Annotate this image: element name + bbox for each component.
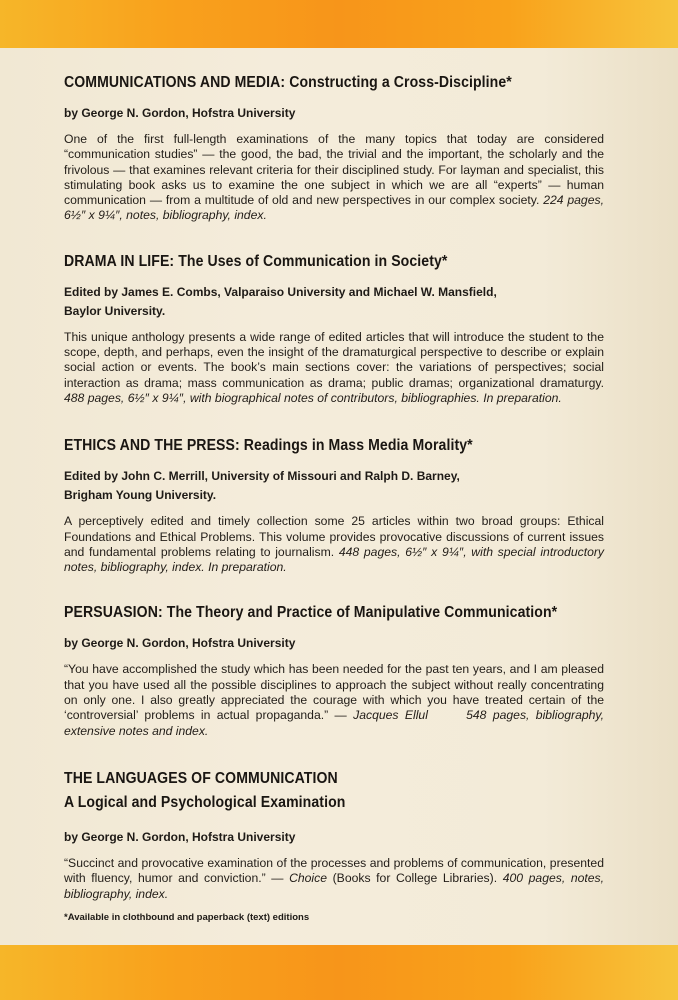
book-byline: by George N. Gordon, Hofstra University bbox=[64, 106, 296, 120]
description-text: A perceptively edited and timely collection some 25 articles within two broad groups: Ethical Foundations and Ethical Problems. This volume provides provocative discussions of current issues and fundamental problems relating to journalism. bbox=[64, 514, 604, 559]
book-description bbox=[64, 662, 604, 738]
book-title: ETHICS AND THE PRESS: Readings in Mass Media Morality* bbox=[64, 437, 473, 455]
book-title: COMMUNICATIONS AND MEDIA: Constructing a Cross-Discipline* bbox=[64, 74, 512, 91]
book-entry-drama-in-life bbox=[64, 252, 604, 406]
book-description bbox=[64, 330, 604, 406]
book-entry-ethics-and-the-press bbox=[64, 436, 604, 575]
quote-source: Choice bbox=[289, 871, 328, 886]
book-title: PERSUASION: The Theory and Practice of Manipulative Communication* bbox=[64, 604, 558, 622]
book-description bbox=[64, 856, 604, 902]
description-text: “You have accomplished the study which has been needed for the past ten years, and I am pleased that you have used all the possible disciplines to approach the subject without really concentrating on only one. I also greatly appreciated the courage with which you have treated certain of the ‘controversial’ problems in actual propaganda.” — bbox=[64, 662, 604, 723]
book-byline: by George N. Gordon, Hofstra University bbox=[64, 829, 296, 844]
book-details: 224 pages, 6½″ x 9¼″, notes, bibliography, index. bbox=[64, 193, 604, 223]
quote-source: Jacques Ellul bbox=[353, 708, 428, 723]
book-entry-communications-and-media bbox=[64, 73, 604, 224]
book-byline: by George N. Gordon, Hofstra University bbox=[64, 636, 296, 651]
book-subtitle: A Logical and Psychological Examination bbox=[64, 793, 346, 811]
book-details: 548 pages, bibliography, extensive notes and index. bbox=[64, 708, 604, 738]
bottom-orange-band bbox=[0, 945, 678, 1000]
book-byline bbox=[64, 467, 604, 505]
availability-footnote: *Available in clothbound and paperback (text) editions bbox=[64, 911, 310, 923]
book-entry-languages-of-communication bbox=[64, 769, 604, 902]
book-title: DRAMA IN LIFE: The Uses of Communication in Society* bbox=[64, 252, 448, 270]
book-entry-persuasion bbox=[64, 603, 604, 738]
byline-line-1: Edited by John C. Merrill, University of Missouri and Ralph D. Barney, bbox=[64, 469, 460, 484]
description-text: “Succinct and provocative examination of the processes and problems of communication, presented with fluency, humor and conviction.” — bbox=[64, 855, 604, 886]
book-description bbox=[64, 514, 604, 575]
book-title: THE LANGUAGES OF COMMUNICATION bbox=[64, 769, 338, 787]
source-detail: (Books for College Libraries). bbox=[332, 871, 498, 886]
description-text: One of the first full-length examinations of the many topics that today are considered “communication studies” — the good, the bad, the trivial and the important, the scholarly and the frivolous — that examines relevant criteria for their disciplined study. For layman and specialist, this stimulating book asks us to examine the one subject in which we are all “experts” — human communication — from a multitude of old and new perspectives in our complex society. bbox=[64, 132, 604, 208]
byline-line-1: Edited by James E. Combs, Valparaiso University and Michael W. Mansfield, bbox=[64, 284, 497, 299]
book-description bbox=[64, 132, 604, 224]
book-details: 448 pages, 6½″ x 9¼″, with special introductory notes, bibliography, index. In preparation. bbox=[64, 544, 605, 575]
description-text: This unique anthology presents a wide range of edited articles that will introduce the student to the scope, depth, and perhaps, even the insight of the dramaturgical perspective to describe or explain social action or events. The book’s main sections cover: the variations of perspectives; social interaction as drama; mass communication as drama; public dramas; organizational dramaturgy. bbox=[64, 329, 604, 390]
top-orange-band bbox=[0, 0, 678, 48]
book-details: 488 pages, 6½″ x 9¼″, with biographical notes of contributors, bibliographies. In preparation. bbox=[64, 390, 562, 405]
book-details: 400 pages, notes, bibliography, index. bbox=[64, 871, 605, 901]
book-list bbox=[64, 73, 604, 924]
book-byline bbox=[64, 283, 604, 321]
byline-line-2: Brigham Young University. bbox=[64, 488, 217, 503]
byline-line-2: Baylor University. bbox=[64, 303, 166, 318]
